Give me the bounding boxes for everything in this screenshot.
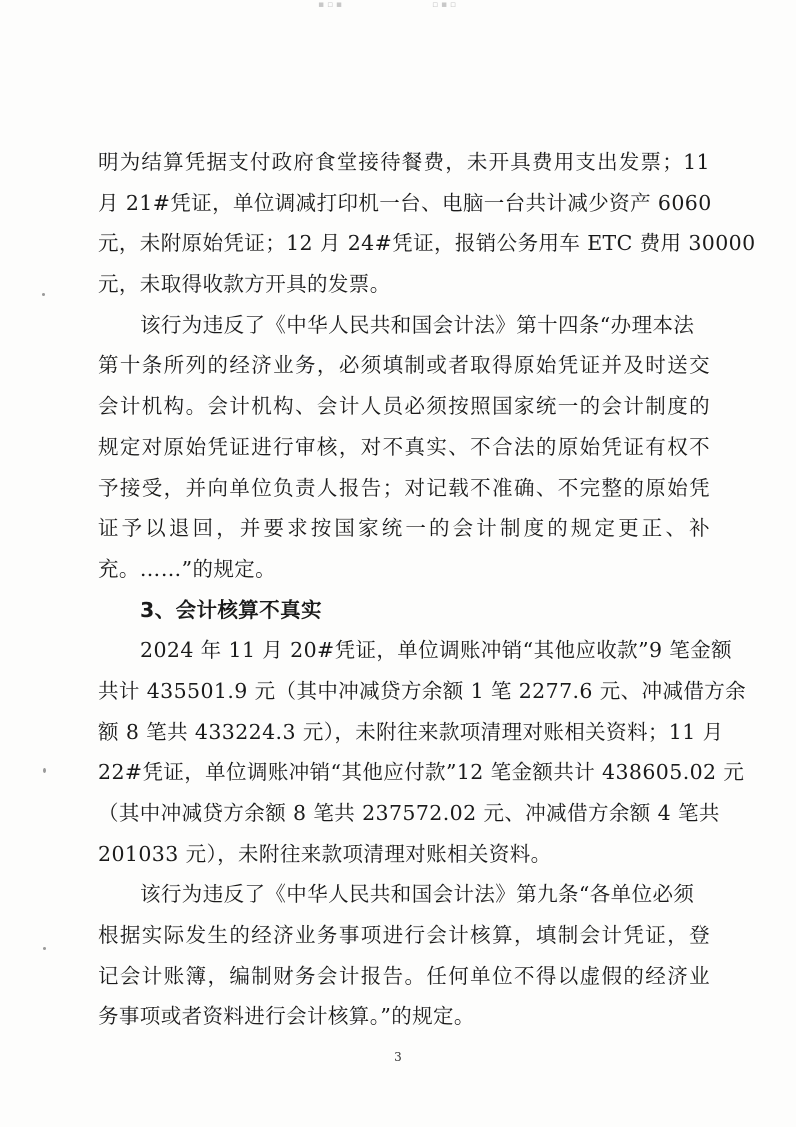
paragraph-line: 规定对原始凭证进行审核，对不真实、不合法的原始凭证有权不 [98,434,710,459]
paragraph-line: 第十条所列的经济业务，必须填制或者取得原始凭证并及时送交 [98,353,710,378]
paragraph-line: （其中冲减贷方余额 8 笔共 237572.02 元、冲减借方余额 4 笔共 [98,801,720,825]
paragraph-line: 证予以退回，并要求按国家统一的会计制度的规定更正、补 [98,516,710,541]
paragraph-line: 明为结算凭据支付政府食堂接待餐费，未开具费用支出发票；11 [98,150,710,174]
paragraph-line: 充。……”的规定。 [98,556,277,581]
paragraph-line: 22#凭证，单位调账冲销“其他应付款”12 笔金额共计 438605.02 元 [98,760,745,785]
paragraph-line: 201033 元），未附往来款项清理对账相关资料。 [98,841,552,866]
paragraph-line: 额 8 笔共 433224.3 元），未附往来款项清理对账相关资料；11 月 [98,719,724,744]
paragraph-line: 2024 年 11 月 20#凭证，单位调账冲销“其他应收款”9 笔金额 [140,638,733,663]
page-number: 3 [394,1050,402,1064]
scan-dot [43,947,46,950]
paragraph-line: 根据实际发生的经济业务事项进行会计核算，填制会计凭证，登 [98,923,710,948]
paragraph-line: 予接受，并向单位负责人报告；对记载不准确、不完整的原始凭 [98,475,710,500]
section-heading: 3、会计核算不真实 [140,597,322,622]
paragraph-line: 共计 435501.9 元（其中冲减贷方余额 1 笔 2277.6 元、冲减借方余 [98,678,747,703]
body-text [98,142,756,1037]
scan-smudge: ▫ ▪ ▫ [432,0,457,10]
paragraph-line: 元，未取得收款方开具的发票。 [98,272,391,297]
paragraph-line: 会计机构。会计机构、会计人员必须按照国家统一的会计制度的 [98,394,710,419]
paragraph-line: 该行为违反了《中华人民共和国会计法》第十四条“办理本法 [140,312,695,337]
paragraph-line: 务事项或者资料进行会计核算。”的规定。 [98,1004,475,1029]
paragraph-line: 记会计账簿，编制财务会计报告。任何单位不得以虚假的经济业 [98,963,710,988]
paragraph-line: 元，未附原始凭证；12 月 24#凭证，报销公务用车 ETC 费用 30000 [98,231,756,256]
scan-dot [43,768,46,773]
paragraph-line: 月 21#凭证，单位调减打印机一台、电脑一台共计减少资产 6060 [98,190,712,215]
scan-dot [42,293,45,296]
paragraph-line: 该行为违反了《中华人民共和国会计法》第九条“各单位必须 [140,882,695,907]
scan-smudge: ▪ ▫ ▪ [318,0,343,10]
